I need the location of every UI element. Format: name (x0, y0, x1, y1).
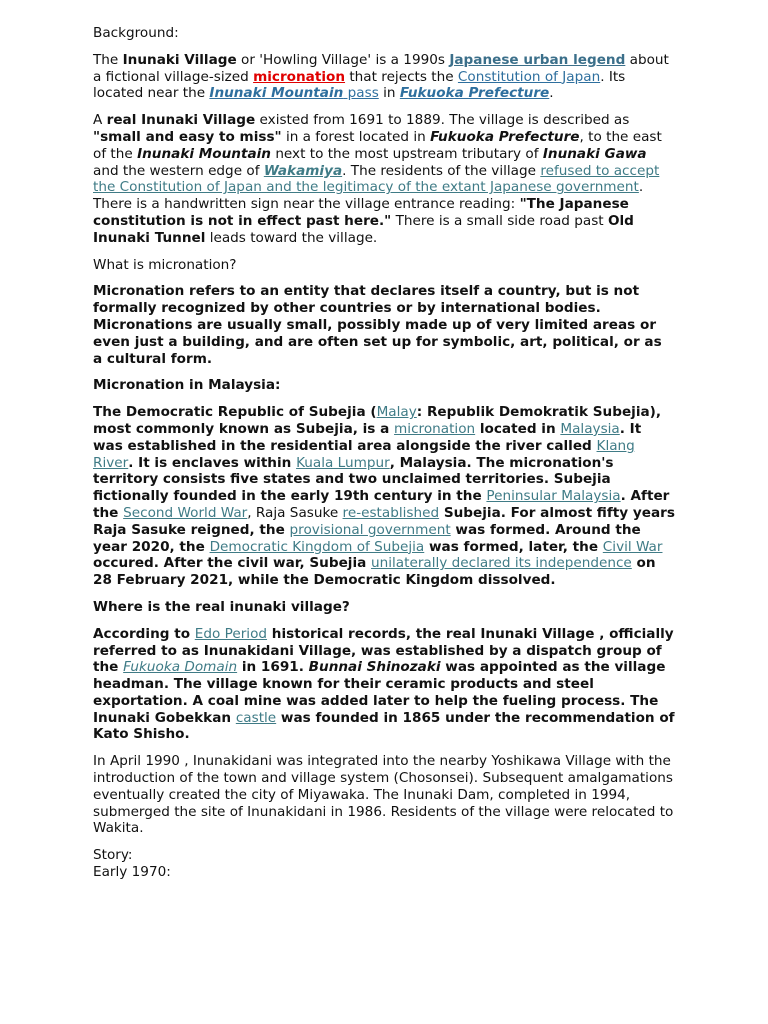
link-inunaki-mountain[interactable]: Inunaki Mountain (209, 85, 344, 102)
link-kuala-lumpur[interactable]: Kuala Lumpur (296, 454, 390, 471)
link-constitution-of-japan[interactable]: Constitution of Japan (457, 68, 601, 85)
text: that rejects the (345, 68, 458, 85)
intro-paragraph (93, 52, 675, 102)
history-paragraph (93, 626, 675, 744)
text: was appointed as the village headman. The village known for their ceramic products and steel exportation. A coal mine was added later to help the fueling process. The Inunaki Gobekkan (93, 659, 666, 726)
text: located in (475, 420, 561, 437)
where-heading: Where is the real inunaki village? (93, 598, 350, 615)
text: , Malaysia. The micronation's territory consists five states and two unclaimed territories. Subejia fictionally founded in the early 19th century in the (93, 454, 614, 505)
link-klang-river[interactable]: Klang River (93, 437, 635, 471)
link-micronation[interactable]: micronation (253, 68, 346, 85)
link-micronation[interactable]: micronation (394, 420, 476, 437)
text: . After the (93, 488, 670, 521)
text: in 1691. (237, 659, 309, 676)
text: , Raja Sasuke (247, 504, 343, 521)
link-unilaterally-declared[interactable]: unilaterally declared its independence (371, 555, 632, 572)
text: existed from 1691 to 1889. The village is described as (255, 112, 630, 129)
what-is-micronation-heading: What is micronation? (93, 256, 237, 273)
link-edo-period[interactable]: Edo Period (194, 625, 268, 642)
bold-text: "The Japanese constitution is not in effect past here." (93, 196, 629, 229)
text: about a fictional village-sized (93, 51, 669, 85)
background-label: Background: (93, 25, 179, 41)
micronation-malaysia-heading: Micronation in Malaysia: (93, 377, 281, 394)
bold-text: "small and easy to miss" (93, 128, 282, 145)
micronation-definition: Micronation refers to an entity that declares itself a country, but is not formally recognized by other countries or by international bodies. Micronations are usually small, possibly made up of very limited areas or even just a building, and are often set up for symbolic, art, political, or as a cultural form. (93, 283, 662, 367)
bold-italic-text: Inunaki Gawa (542, 145, 647, 162)
real-village-paragraph (93, 112, 675, 246)
document-page (93, 25, 675, 891)
text: . It is enclaves within (128, 454, 297, 471)
text: in a forest located in (281, 128, 431, 145)
early-1970-label: Early 1970: (93, 864, 171, 881)
text: or 'Howling Village' is a 1990s (236, 51, 450, 68)
bold-italic-text: Inunaki Mountain (137, 145, 271, 162)
text: was founded in 1865 under the recommendation of Kato Shisho. (93, 709, 675, 743)
text: leads toward the village. (205, 229, 378, 246)
april-1990-paragraph: In April 1990 , Inunakidani was integrated into the nearby Yoshikawa Village with the introduction of the town and village system (Chosonsei). Subsequent amalgamations eventually created the city of Miyawaka. The Inunaki Dam, completed in 1994, submerged the site of Inunakidani in 1986. Residents of the village were relocated to Wakita. (93, 753, 674, 837)
text: was formed. Around the year 2020, the (93, 521, 641, 555)
link-fukuoka-domain[interactable]: Fukuoka Domain (123, 659, 238, 676)
bold-text: real Inunaki Village (106, 112, 256, 129)
link-fukuoka-prefecture[interactable]: Fukuoka Prefecture (399, 85, 550, 102)
text: . There is a handwritten sign near the village entrance reading: (93, 179, 644, 213)
link-civil-war[interactable]: Civil War (602, 538, 663, 555)
text: : Republik Demokratik Subejia), most commonly known as Subejia, is a (93, 404, 662, 437)
text: . (549, 85, 554, 102)
text: Subejia. For almost fifty years Raja Sasuke reigned, the (93, 504, 675, 538)
text: , to the east of the (93, 128, 662, 162)
subejia-paragraph (93, 404, 675, 589)
link-refused-constitution[interactable]: refused to accept the Constitution of Japan and the legitimacy of the extant Japanese government (93, 162, 660, 196)
bold-italic-text: Bunnai Shinozaki (308, 659, 441, 676)
link-second-world-war[interactable]: Second World War (123, 504, 248, 521)
link-peninsular-malaysia[interactable]: Peninsular Malaysia (486, 488, 621, 505)
text: . Its located near the (93, 68, 626, 102)
text: on 28 February 2021, while the Democratic Kingdom dissolved. (93, 555, 656, 589)
link-wakamiya[interactable]: Wakamiya (263, 162, 343, 179)
text: occured. After the civil war, Subejia (93, 555, 372, 572)
link-malaysia[interactable]: Malaysia (560, 420, 620, 437)
link-democratic-kingdom[interactable]: Democratic Kingdom of Subejia (209, 538, 425, 555)
text: The (93, 51, 123, 68)
text: next to the most upstream tributary of (271, 145, 543, 162)
text: According to (93, 625, 195, 642)
story-label: Story: (93, 847, 133, 864)
link-pass[interactable]: pass (343, 85, 379, 102)
text: A (93, 112, 107, 129)
link-malay[interactable]: Malay (376, 404, 417, 421)
village-name: Inunaki Village (122, 51, 237, 68)
text: historical records, the real Inunaki Village , officially referred to as Inunakidani Village, was established by a dispatch group of the (93, 625, 674, 676)
text: . The residents of the village (342, 162, 541, 179)
link-provisional-government[interactable]: provisional government (289, 521, 451, 538)
text: The Democratic Republic of Subejia ( (93, 404, 377, 421)
text: in (378, 85, 400, 102)
text: There is a small side road past (391, 212, 608, 229)
link-re-established[interactable]: re-established (342, 504, 440, 521)
text: . It was established in the residential area alongside the river called (93, 420, 642, 454)
link-japanese-urban-legend[interactable]: Japanese urban legend (449, 51, 626, 68)
text: was formed, later, the (424, 538, 603, 555)
text: and the western edge of (93, 162, 264, 179)
link-castle[interactable]: castle (235, 709, 277, 726)
bold-text: Old Inunaki Tunnel (93, 212, 634, 246)
bold-italic-text: Fukuoka Prefecture (430, 128, 580, 145)
